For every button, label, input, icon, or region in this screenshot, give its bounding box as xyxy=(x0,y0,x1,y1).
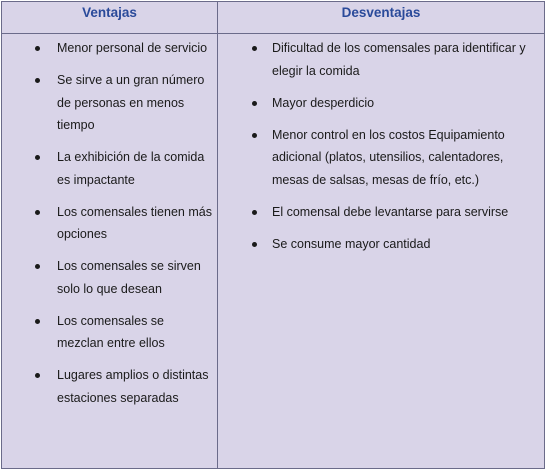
list-item-text: Lugares amplios o distintas estaciones separadas xyxy=(57,368,209,405)
list-item-text: Los comensales tienen más opciones xyxy=(57,204,212,241)
header-desventajas: Desventajas xyxy=(341,5,421,20)
list-item xyxy=(2,69,217,137)
desventajas-list xyxy=(218,37,544,265)
list-item xyxy=(2,255,217,300)
list-item-text: Mayor desperdicio xyxy=(272,95,375,110)
list-item xyxy=(2,146,217,191)
bullet-icon xyxy=(35,319,40,324)
list-item xyxy=(218,37,544,82)
list-item xyxy=(218,92,544,115)
bullet-icon xyxy=(35,78,40,83)
bullet-icon xyxy=(35,264,40,269)
list-item xyxy=(2,201,217,246)
bullet-icon xyxy=(35,155,40,160)
header-row xyxy=(2,2,544,34)
bullet-icon xyxy=(252,46,257,51)
list-item-text: Menor personal de servicio xyxy=(57,41,208,55)
header-ventajas: Ventajas xyxy=(82,5,137,20)
bullet-icon xyxy=(252,242,257,247)
list-item xyxy=(2,310,217,355)
list-item-text: Se consume mayor cantidad xyxy=(272,236,431,251)
bullet-icon xyxy=(252,101,257,106)
bullet-icon xyxy=(35,373,40,378)
list-item xyxy=(218,201,544,224)
list-item xyxy=(218,233,544,256)
list-item-text: Los comensales se mezclan entre ellos xyxy=(57,313,165,350)
bullet-icon xyxy=(252,133,257,138)
list-item-text: Menor control en los costos Equipamiento adicional (platos, utensilios, calentadores, mesas de salsas, mesas de frío, etc.) xyxy=(272,127,505,187)
list-item-text: Se sirve a un gran número de personas en menos tiempo xyxy=(57,73,205,132)
list-item xyxy=(2,364,217,409)
ventajas-list xyxy=(2,37,217,419)
list-item-text: Los comensales se sirven solo lo que desean xyxy=(57,259,201,296)
list-item xyxy=(2,37,217,60)
list-item-text: Dificultad de los comensales para identificar y elegir la comida xyxy=(272,41,526,78)
list-item-text: La exhibición de la comida es impactante xyxy=(57,150,205,187)
bullet-icon xyxy=(252,210,257,215)
comparison-table xyxy=(1,1,545,469)
list-item xyxy=(218,124,544,192)
bullet-icon xyxy=(35,46,40,51)
bullet-icon xyxy=(35,210,40,215)
list-item-text: El comensal debe levantarse para servirse xyxy=(272,204,509,219)
